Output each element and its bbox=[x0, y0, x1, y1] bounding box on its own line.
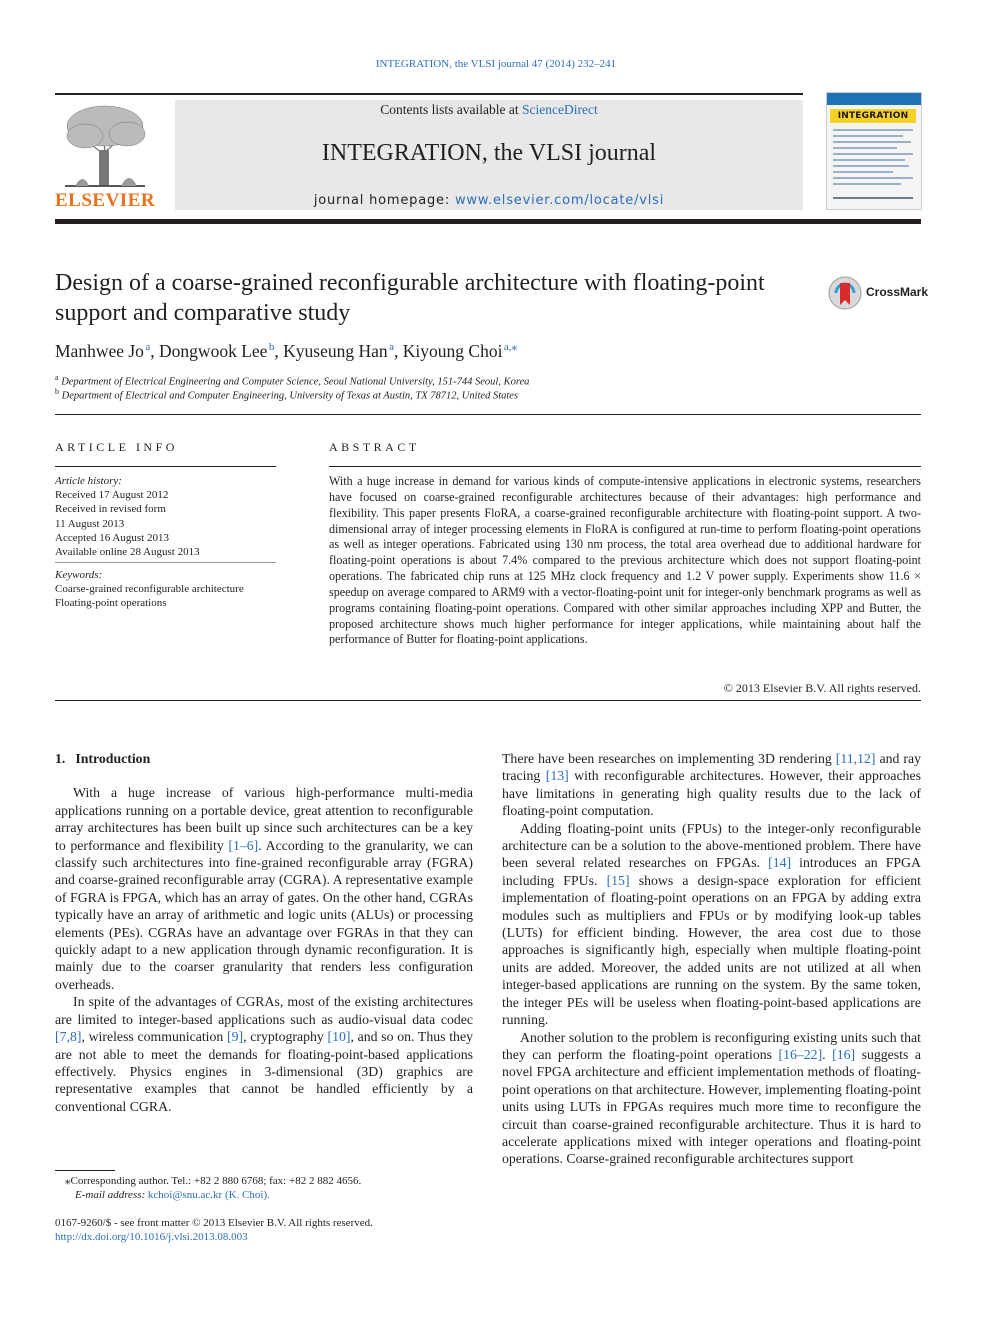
journal-cover-thumbnail[interactable] bbox=[826, 92, 922, 210]
affiliation-a bbox=[55, 373, 529, 388]
email-label: E-mail address: bbox=[75, 1189, 148, 1202]
citation-link[interactable]: [15] bbox=[606, 872, 630, 888]
citation-link[interactable]: [14] bbox=[768, 855, 792, 871]
header-top-rule bbox=[55, 93, 803, 95]
contents-prefix: Contents lists available at bbox=[380, 102, 522, 117]
body-column-right bbox=[502, 750, 921, 1168]
history-item: Received 17 August 2012 bbox=[55, 489, 169, 502]
affiliation-b bbox=[55, 387, 518, 402]
crossmark-icon bbox=[828, 275, 862, 311]
sciencedirect-link[interactable]: ScienceDirect bbox=[522, 102, 598, 117]
body-paragraph: In spite of the advantages of CGRAs, most of the existing architectures are limited to integer-based applications such as audio-visual data codec [7,8], wireless communication [9], cryptography [10], and so on. Thus they are not able to meet the demands for floating-point-based applications effectively. Physics engines in 3-dimensional (3D) graphics are representative examples that cannot be handled efficiently by a conventional CGRA. bbox=[55, 994, 473, 1114]
history-rule bbox=[55, 562, 276, 563]
cover-title: INTEGRATION bbox=[830, 109, 916, 123]
author-affil-sup[interactable]: b bbox=[268, 341, 275, 353]
cover-line bbox=[833, 147, 897, 149]
cover-line bbox=[833, 177, 913, 179]
elsevier-tree-icon bbox=[55, 100, 155, 188]
email-line bbox=[55, 1188, 361, 1202]
citation-link[interactable]: [10] bbox=[327, 1029, 351, 1045]
cover-line bbox=[833, 129, 913, 131]
cover-line bbox=[833, 165, 909, 167]
doi-link[interactable]: http://dx.doi.org/10.1016/j.vlsi.2013.08.003 bbox=[55, 1231, 248, 1244]
front-matter bbox=[55, 1216, 373, 1244]
cover-line bbox=[833, 183, 901, 185]
contents-available-line bbox=[175, 102, 803, 118]
body-paragraph: Adding floating-point units (FPUs) to the integer-only reconfigurable architecture can be a solution to the above-mentioned problem. There have been several related researches on FPGAs. [14] introduces an FPGA including FPUs. [15] shows a design-space exploration for efficient implementation of floating-point operations on an FPGA by adding extra modules such as multipliers and FPUs or by modifying look-up tables (LUTs) for efficient binding. However, the area cost due to those approaches is significantly high, especially when multiple floating-point units are added. Moreover, the added units are not utilized at all when integer-based applications are running on the system. By the same token, the integer PEs will be useless when floating-point-based applications are running. bbox=[502, 820, 921, 1028]
abstract-copyright: © 2013 Elsevier B.V. All rights reserved. bbox=[723, 681, 921, 695]
citation-link[interactable]: [1–6] bbox=[228, 837, 259, 853]
citation-link[interactable]: [13] bbox=[545, 768, 569, 784]
elsevier-logo[interactable] bbox=[55, 100, 155, 212]
citation-link[interactable]: [16–22] bbox=[778, 1046, 823, 1062]
citation-link[interactable]: [11,12] bbox=[835, 751, 876, 766]
crossmark-badge[interactable] bbox=[828, 275, 928, 311]
cover-strip bbox=[827, 93, 921, 105]
body-column-left bbox=[55, 750, 473, 1115]
cover-line bbox=[833, 159, 905, 161]
history-item: Available online 28 August 2013 bbox=[55, 546, 200, 559]
section-heading bbox=[55, 750, 473, 767]
affiliation-text: Department of Electrical and Computer Engineering, University of Texas at Austin, TX 78712, United States bbox=[61, 390, 519, 402]
cover-line bbox=[833, 197, 913, 199]
body-paragraph: With a huge increase of various high-performance multi-media applications running on a portable device, great attention to reconfigurable array architectures has been built up since such architectures can be a key to performance and flexibility [1–6]. According to the granularity, we can classify such architectures into fine-grained reconfigurable array (FGRA) and coarse-grained reconfigurable array (CGRA). A representative example of FGRA is FPGA, which has an array of gates. On the other hand, CGRAs typically have an array of arithmetic and logic units (ALUs) or processing elements (PEs). CGRAs have an advantage over FGRAs in that they can quickly adapt to a new application through dynamic reconfiguration. It is mainly due to the coarser granularity that renders less configuration overheads. bbox=[55, 785, 473, 992]
homepage-link[interactable]: www.elsevier.com/locate/vlsi bbox=[454, 193, 665, 208]
abstract-bottom-rule bbox=[55, 700, 921, 701]
footnote-rule bbox=[55, 1170, 115, 1171]
author-name[interactable]: Kiyoung Choi bbox=[402, 340, 503, 361]
article-history bbox=[55, 474, 200, 559]
header-thick-rule bbox=[55, 219, 921, 224]
email-link[interactable]: kchoi@snu.ac.kr (K. Choi). bbox=[147, 1189, 270, 1202]
author-affil-sup[interactable]: a bbox=[145, 341, 151, 353]
journal-name: INTEGRATION, the VLSI journal bbox=[321, 140, 657, 166]
article-info-rule bbox=[55, 466, 276, 467]
section-number: 1. bbox=[55, 751, 66, 766]
affiliation-sup: b bbox=[55, 387, 59, 396]
keywords bbox=[55, 568, 244, 611]
abstract-label: ABSTRACT bbox=[329, 440, 420, 454]
cover-line bbox=[833, 153, 913, 155]
article-title: Design of a coarse-grained reconfigurable architecture with floating-point support and comparative study bbox=[55, 270, 765, 326]
abstract-text: With a huge increase in demand for various kinds of compute-intensive applications in electronic systems, researchers have focused on coarse-grained reconfigurable architectures because of their advantages: high performance and flexibility. This paper presents FloRA, a coarse-grained reconfigurable architecture with floating-point support. A two-dimensional array of integer processing elements in FloRA is configured at run-time to perform floating-point operations as well as integer operations. Fabricated using 130 nm process, the total area overhead due to additional hardware for floating-point operations is about 7.4% compared to the previous architecture which does not support floating-point operations. The fabricated chip runs at 125 MHz clock frequency and 1.2 V power supply. Experiments show 11.6 × speedup on average compared to ARM9 with a vector-floating-point unit for integer-only benchmark programs as well as programs containing floating-point operations. Compared with other similar approaches including XPP and Butter, the proposed architecture shows much higher performance for integer applications, while maintaining about half the performance of Butter for floating-point applications. bbox=[329, 474, 921, 647]
section-title: Introduction bbox=[75, 751, 151, 766]
affiliation-sup: a bbox=[55, 373, 59, 382]
footnote bbox=[55, 1174, 361, 1202]
affiliation-rule bbox=[55, 414, 921, 415]
author-list: Manhwee Jo $^a$, Dongwook Lee $^b$, Kyuseung Han $^a$, Kiyoung Choi $^{a,⁎}$ bbox=[55, 340, 518, 361]
author-name[interactable]: Dongwook Lee bbox=[159, 340, 268, 361]
author-affil-sup[interactable]: a,⁎ bbox=[503, 341, 518, 353]
keyword-item: Floating-point operations bbox=[55, 597, 167, 610]
homepage-prefix: journal homepage: bbox=[313, 193, 455, 208]
elsevier-wordmark: ELSEVIER bbox=[55, 190, 156, 211]
corresponding-author-note: ⁎Corresponding author. Tel.: +82 2 880 6768; fax: +82 2 882 4656. bbox=[65, 1175, 362, 1187]
affiliation-text: Department of Electrical Engineering and Computer Science, Seoul National University, 151-744 Seoul, Korea bbox=[61, 376, 530, 388]
author-name[interactable]: Manhwee Jo bbox=[55, 340, 144, 361]
citation-link[interactable]: [7,8] bbox=[55, 1029, 82, 1045]
citation-link[interactable]: [16] bbox=[832, 1046, 856, 1062]
author-name[interactable]: Kyuseung Han bbox=[283, 340, 388, 361]
citation-link[interactable]: [9] bbox=[227, 1029, 244, 1045]
history-item: 11 August 2013 bbox=[55, 517, 125, 530]
journal-homepage-line bbox=[175, 193, 803, 208]
author-affil-sup[interactable]: a bbox=[389, 341, 395, 353]
journal-citation[interactable]: INTEGRATION, the VLSI journal 47 (2014) 232–241 bbox=[375, 58, 617, 70]
keywords-title: Keywords: bbox=[55, 569, 103, 581]
cover-line bbox=[833, 141, 911, 143]
abstract-rule bbox=[329, 466, 921, 467]
body-paragraph: Another solution to the problem is reconfiguring existing units such that they can perform the floating-point operations [16–22]. [16] suggests a novel FPGA architecture and efficient implementation methods of floating-point operations on that architecture. However, implementing floating-point units using LUTs in FPGAs requires much more time to reconfigure the circuit than coarse-grained reconfigurable architecture. Thus it is hard to accelerate applications mixed with integer operations and floating-point operations. Coarse-grained reconfigurable architectures support bbox=[502, 1029, 921, 1167]
crossmark-label: CrossMark bbox=[866, 285, 929, 299]
keyword-item: Coarse-grained reconfigurable architecture bbox=[55, 583, 244, 596]
history-item: Received in revised form bbox=[55, 503, 166, 516]
cover-line bbox=[833, 135, 903, 137]
article-info-label: ARTICLE INFO bbox=[55, 440, 178, 454]
history-title: Article history: bbox=[55, 475, 122, 487]
body-paragraph: There have been researches on implementing 3D rendering [11,12] and ray tracing [13] with reconfigurable architectures. However, their approaches have limitations in generating high quality results due to the lack of floating-point computation. bbox=[502, 751, 921, 819]
history-item: Accepted 16 August 2013 bbox=[55, 531, 169, 544]
issn-line: 0167-9260/$ - see front matter © 2013 Elsevier B.V. All rights reserved. bbox=[55, 1217, 373, 1229]
cover-line bbox=[833, 171, 893, 173]
